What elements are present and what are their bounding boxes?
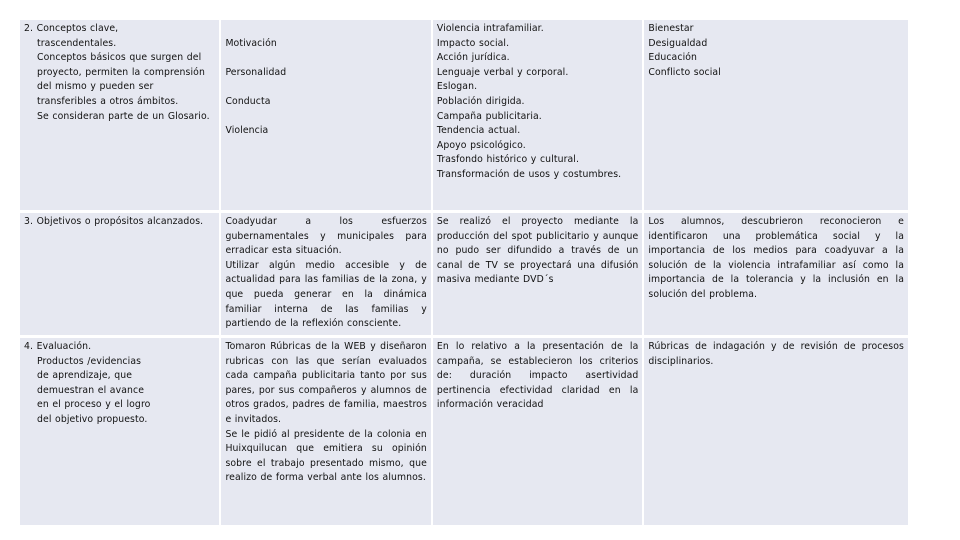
learning-paragraph: Los alumnos, descubrieron reconocieron e identificaron una problemática social y la importancia de los medios para coadyuvar a la solución de la violencia intrafamiliar así como la importancia de la tolerancia y la inclusión en la solución del problema.	[648, 216, 904, 300]
table-row	[20, 20, 908, 210]
value-item: Desigualdad	[648, 37, 708, 49]
evaluation-cell	[221, 338, 430, 525]
term-item: Transformación de usos y costumbres.	[436, 168, 622, 180]
row-label-line: transferibles a otros ámbitos.	[37, 95, 179, 107]
rubrics-cell	[644, 338, 908, 525]
objective-paragraph: Coadyudar a los esfuerzos gubernamentales y municipales para erradicar esta situación.	[225, 216, 427, 257]
concept-item: Conducta	[225, 95, 271, 107]
row-label-title: 4. Evaluación.	[24, 341, 92, 352]
term-item: Tendencia actual.	[436, 125, 521, 137]
value-item: Bienestar	[648, 23, 694, 34]
value-item: Conflicto social	[648, 66, 721, 78]
term-item: Trasfondo histórico y cultural.	[436, 154, 580, 166]
term-item: Campaña publicitaria.	[436, 110, 542, 122]
term-item: Acción jurídica.	[436, 52, 510, 64]
term-item: Población dirigida.	[436, 95, 525, 107]
row-label-line: proyecto, permiten la comprensión	[37, 66, 205, 78]
criteria-paragraph: En lo relativo a la presentación de la campaña, se establecieron los criterios de: duración impacto asertividad pertinencia efectividad claridad en la información veracidad	[436, 341, 639, 411]
row-label-cell	[20, 338, 219, 525]
row-label-title: 2. Conceptos clave,	[24, 23, 119, 34]
term-item: Eslogan.	[436, 81, 478, 93]
evaluation-paragraph: Tomaron Rúbricas de la WEB y diseñaron rubricas con las que serían evaluados cada campaña publicitaria tanto por sus pares, por sus compañeros y alumnos de otros grados, padres de familia, maestros e invitados.	[225, 341, 427, 425]
concept-item: Personalidad	[225, 66, 287, 78]
row-label-line: del mismo y pueden ser	[37, 81, 154, 93]
results-cell	[433, 213, 642, 335]
concepts-cell	[221, 20, 430, 210]
row-label-line: demuestran el avance	[37, 384, 145, 396]
row-label-line: trascendentales.	[37, 37, 117, 49]
row-label-cell	[20, 213, 219, 335]
terms-cell	[433, 20, 642, 210]
concept-item: Motivación	[225, 37, 277, 49]
criteria-cell	[433, 338, 642, 525]
term-item: Violencia intrafamiliar.	[436, 23, 544, 34]
row-label-line: Se consideran parte de un Glosario.	[37, 110, 210, 122]
row-label-cell	[20, 20, 219, 210]
evaluation-paragraph: Se le pidió al presidente de la colonia en Huixquilucan que emitiera su opinión sobre el trabajo presentado mismo, que realizo de forma verbal ante los alumnos.	[225, 428, 427, 484]
objectives-cell	[221, 213, 430, 335]
row-label-line: Productos /evidencias	[37, 355, 142, 367]
term-item: Lenguaje verbal y corporal.	[436, 66, 569, 78]
table-row	[20, 338, 908, 525]
value-item: Educación	[648, 52, 698, 64]
term-item: Impacto social.	[436, 37, 510, 49]
row-label-line: en el proceso y el logro	[37, 399, 151, 411]
result-paragraph: Se realizó el proyecto mediante la producción del spot publicitario y aunque no pudo ser difundido a través de un canal de TV se proyectará una difusión masiva mediante DVD´s	[436, 216, 639, 286]
rubrics-paragraph: Rúbricas de indagación y de revisión de procesos disciplinarios.	[648, 341, 904, 367]
project-table	[18, 17, 910, 528]
concept-item: Violencia	[225, 125, 269, 137]
row-label-line: del objetivo propuesto.	[37, 413, 148, 425]
row-label-line: de aprendizaje, que	[37, 370, 133, 382]
row-label-line: Conceptos básicos que surgen del	[37, 52, 202, 64]
table-row	[20, 213, 908, 335]
values-cell	[644, 20, 908, 210]
term-item: Apoyo psicológico.	[436, 139, 526, 151]
row-label-title: 3. Objetivos o propósitos alcanzados.	[24, 216, 204, 227]
objective-paragraph: Utilizar algún medio accesible y de actualidad para las familias de la zona, y que pueda generar en la dinámica familiar interna de las familias y partiendo de la reflexión consciente.	[225, 259, 427, 330]
learning-cell	[644, 213, 908, 335]
